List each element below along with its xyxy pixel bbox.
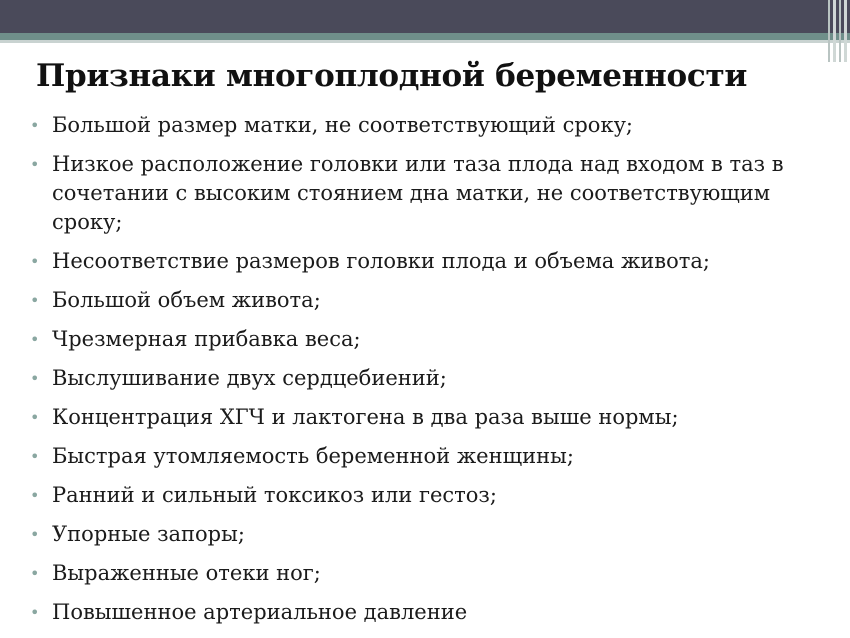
list-item (30, 481, 820, 510)
list-item (30, 559, 820, 588)
list-item (30, 150, 820, 237)
bullet-icon: • (30, 155, 40, 174)
list-item (30, 520, 820, 549)
list-item-text: Выраженные отеки ног; (52, 561, 321, 585)
bullet-icon: • (30, 525, 40, 544)
bullet-icon: • (30, 564, 40, 583)
list-item-text: Ранний и сильный токсикоз или гестоз; (52, 483, 497, 507)
bullet-icon: • (30, 486, 40, 505)
deco-line (833, 0, 836, 62)
bullet-icon: • (30, 330, 40, 349)
list-item (30, 286, 820, 315)
list-item-text: Большой объем живота; (52, 288, 321, 312)
accent-stripe (0, 33, 850, 40)
list-item (30, 598, 820, 627)
header-band (0, 0, 850, 33)
list-item-text: Низкое расположение головки или таза плода над входом в таз в сочетании с высоким стоянием дна матки, не соответствующим сроку; (52, 152, 784, 234)
accent-stripe-light (0, 40, 850, 43)
list-item-text: Быстрая утомляемость беременной женщины; (52, 444, 574, 468)
bullet-icon: • (30, 291, 40, 310)
list-item-text: Повышенное артериальное давление (52, 600, 468, 624)
deco-line (828, 0, 830, 62)
list-item (30, 325, 820, 354)
corner-decoration (806, 0, 850, 62)
list-item-text: Чрезмерная прибавка веса; (52, 327, 361, 351)
deco-line (839, 0, 841, 62)
list-item (30, 247, 820, 276)
list-item (30, 364, 820, 393)
list-item-text: Концентрация ХГЧ и лактогена в два раза выше нормы; (52, 405, 679, 429)
list-item-text: Выслушивание двух сердцебиений; (52, 366, 447, 390)
bullet-icon: • (30, 369, 40, 388)
slide-title: Признаки многоплодной беременности (36, 58, 748, 94)
bullet-icon: • (30, 603, 40, 622)
bullet-list (30, 111, 820, 637)
bullet-icon: • (30, 408, 40, 427)
list-item-text: Упорные запоры; (52, 522, 245, 546)
list-item (30, 111, 820, 140)
list-item (30, 403, 820, 432)
deco-line (844, 0, 847, 62)
bullet-icon: • (30, 116, 40, 135)
list-item-text: Несоответствие размеров головки плода и объема живота; (52, 249, 710, 273)
bullet-icon: • (30, 252, 40, 271)
list-item (30, 442, 820, 471)
list-item-text: Большой размер матки, не соответствующий сроку; (52, 113, 633, 137)
bullet-icon: • (30, 447, 40, 466)
